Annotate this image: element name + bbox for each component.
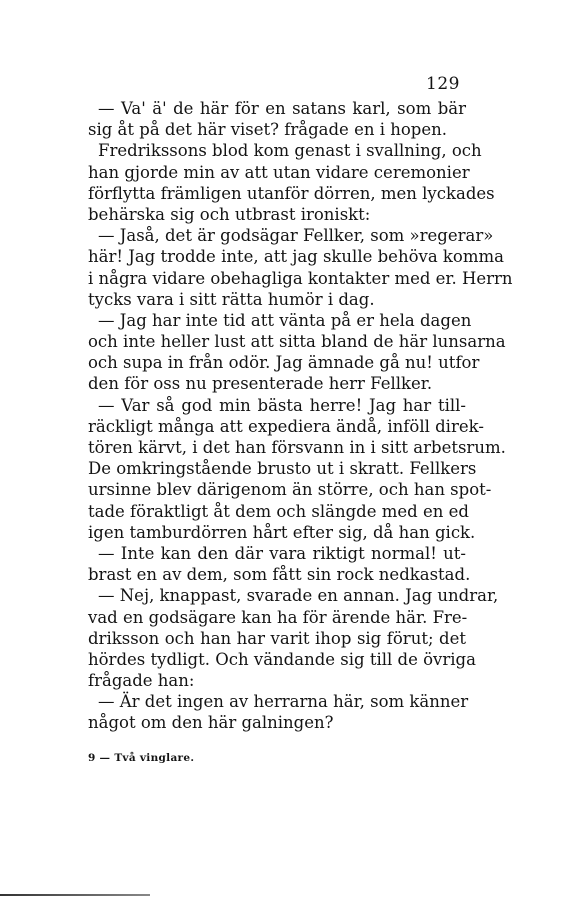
text-line: De omkringstående brusto ut i skratt. Fellkers	[88, 459, 477, 479]
text-line: — Jag har inte tid att vänta på er hela dagen	[98, 310, 472, 330]
text-line: frågade han:	[88, 671, 195, 691]
page-number: 129	[426, 74, 460, 94]
text-line: tade föraktligt åt dem och slängde med en ed	[88, 501, 469, 521]
text-line: ursinne blev därigenom än större, och han spot-	[88, 480, 492, 500]
text-line: i några vidare obehagliga kontakter med er. Herrn	[88, 268, 513, 288]
text-line: här! Jag trodde inte, att jag skulle behöva komma	[88, 247, 504, 267]
text-line: behärska sig och utbrast ironiskt:	[88, 204, 371, 224]
text-line: driksson och han har varit ihop sig förut; det	[88, 628, 466, 648]
text-line: Fredrikssons blod kom genast i svallning, och	[98, 141, 482, 161]
text-line: den för oss nu presenterade herr Fellker.	[88, 374, 433, 394]
text-line: igen tamburdörren hårt efter sig, då han gick.	[88, 522, 476, 542]
text-line: förflytta främligen utanför dörren, men lyckades	[88, 183, 495, 203]
text-line: — Nej, knappast, svarade en annan. Jag undrar,	[98, 586, 499, 606]
text-line: — Va' ä' de här för en satans karl, som bär	[98, 99, 466, 118]
text-line: vad en godsägare kan ha för ärende här. Fre-	[88, 607, 468, 627]
text-line: brast en av dem, som fått sin rock nedkastad.	[88, 565, 471, 585]
signature-footer: 9 — Två vinglare.	[88, 752, 195, 764]
text-line: tören kärvt, i det han försvann in i sitt arbetsrum.	[88, 438, 506, 457]
text-line: hördes tydligt. Och vändande sig till de övriga	[88, 649, 476, 669]
text-line: något om den här galningen?	[88, 713, 334, 733]
text-line: räckligt många att expediera ändå, inföll direk-	[88, 416, 484, 436]
text-line: — Inte kan den där vara riktigt normal! ut-	[98, 543, 466, 563]
text-line: tycks vara i sitt rätta humör i dag.	[88, 289, 375, 309]
text-line: — Är det ingen av herrarna här, som känner	[98, 692, 469, 712]
text-line: — Var så god min bästa herre! Jag har till-	[98, 395, 466, 415]
text-line: sig åt på det här viset? frågade en i hopen.	[88, 120, 447, 140]
text-line: och supa in från odör. Jag ämnade gå nu! utfor	[88, 353, 480, 373]
text-line: och inte heller lust att sitta bland de här lunsarna	[88, 332, 506, 352]
text-line: — Jaså, det är godsägar Fellker, som »regerar»	[98, 226, 494, 246]
scan-edge-line	[0, 894, 150, 896]
body-text	[88, 98, 513, 734]
text-line: han gjorde min av att utan vidare ceremonier	[88, 162, 470, 182]
